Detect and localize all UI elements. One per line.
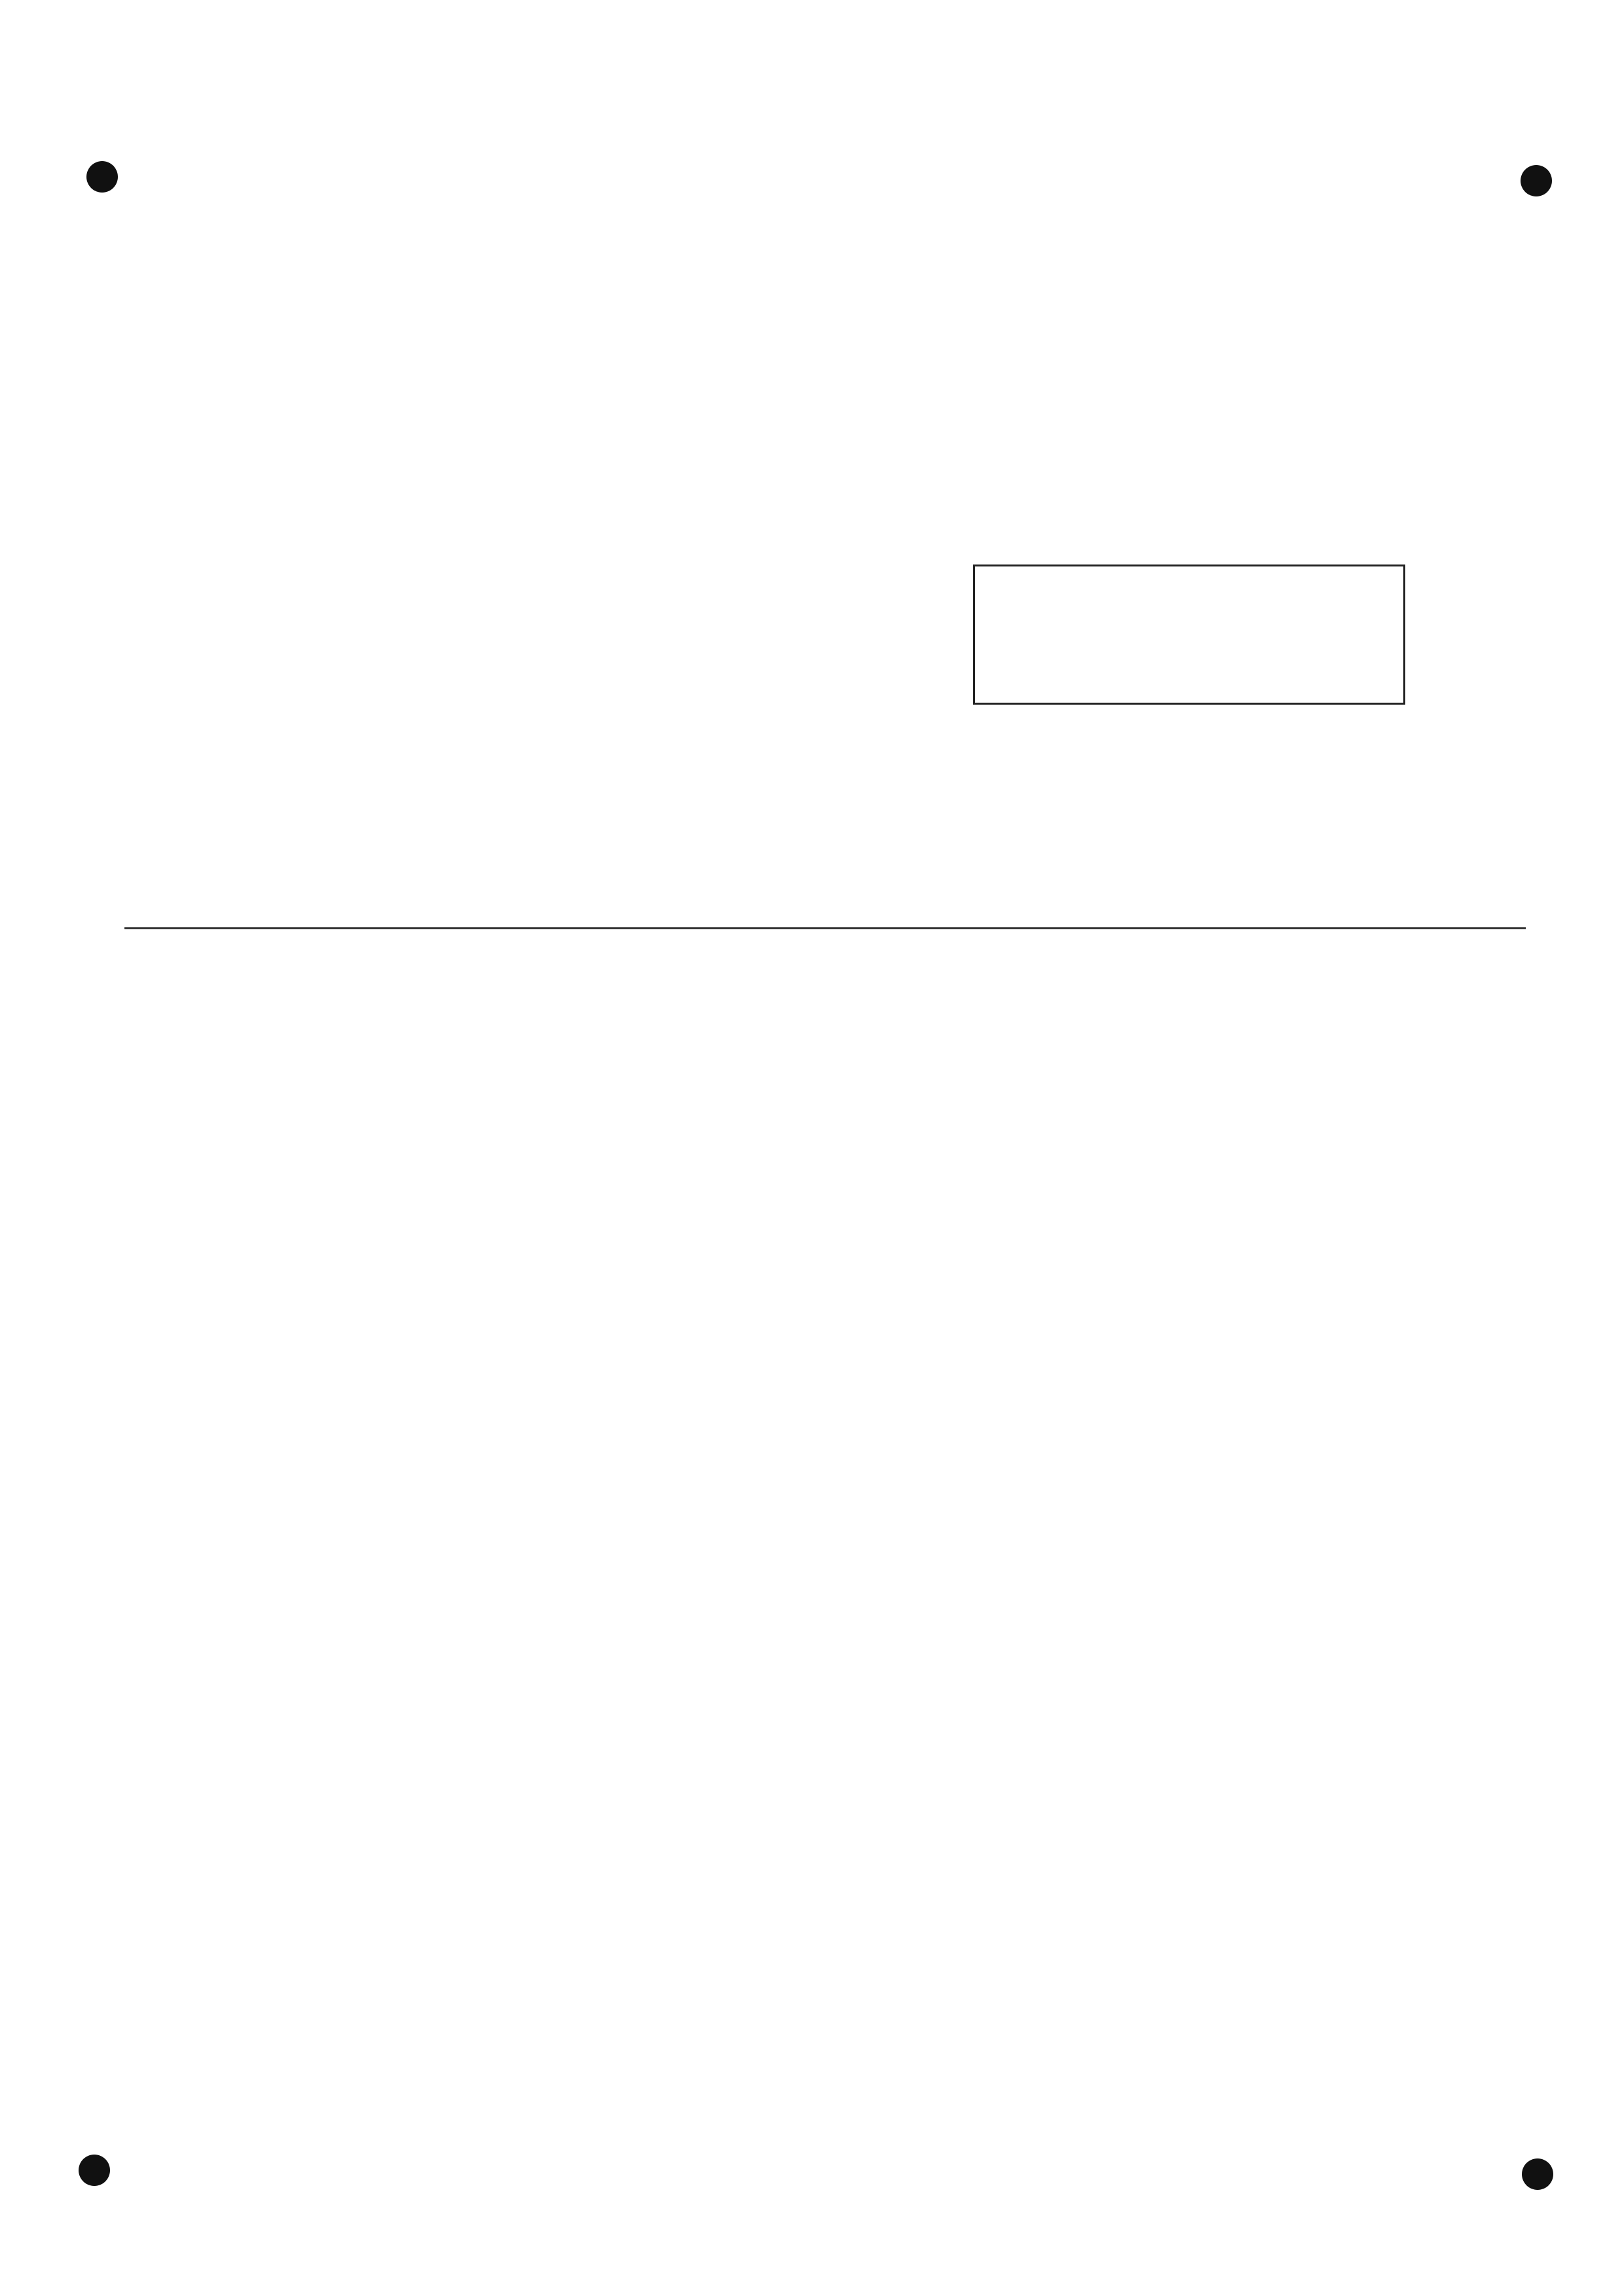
name-box[interactable] [973,565,1405,705]
registration-mark-bottom-left [79,2155,110,2186]
registration-mark-bottom-right [1522,2158,1553,2190]
student-number-instructions [958,434,1416,466]
section-divider [124,927,1526,929]
registration-mark-top-right [1521,165,1552,196]
registration-mark-top-left [86,161,118,193]
